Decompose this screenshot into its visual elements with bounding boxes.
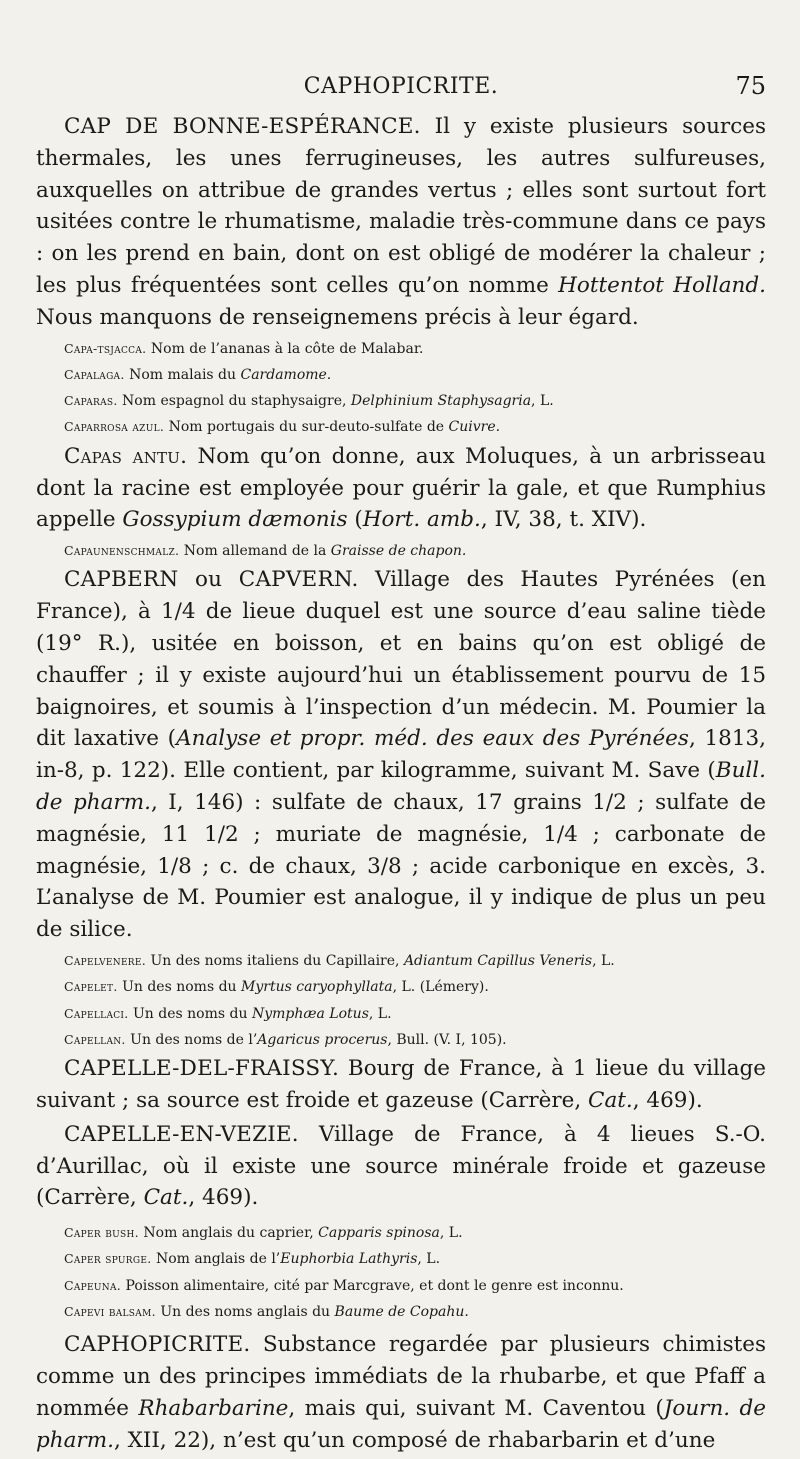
entry-headword: Capellan.	[64, 1031, 126, 1047]
entry-text: , I, 146) : sulfate de chaux, 17 grains 1/2 ; sulfate de magnésie, 11 1/2 ; muriate de magnésie, 1/4 ; carbonate de magnésie, 1/8 ; c. de chaux, 3/8 ; acide carbonique en excès, 3. L’analyse de M. Poumier est analogue, il y indique de plus un peu de silice.	[36, 790, 767, 943]
entry-headword: Capevi balsam.	[64, 1304, 156, 1320]
page-header	[36, 72, 766, 108]
entry-headword: Caper spurge.	[64, 1251, 152, 1267]
entry-text: Substance regardée par plusieurs chimistes comme un des principes immédiats de la rhubarbe, et que Pfaff a nommée	[36, 1332, 766, 1421]
entry-italic: Baume de Copahu.	[334, 1304, 469, 1321]
entry-text: , 469).	[188, 1185, 259, 1211]
entry-capbern	[36, 564, 766, 946]
entry-text: , L.	[368, 1005, 392, 1022]
entry-text: Nom de l’ananas à la côte de Malabar.	[146, 340, 424, 357]
entry-text: Un des noms italiens du Capillaire,	[146, 953, 404, 970]
entry-text: Nom portugais du sur-deuto-sulfate de	[164, 419, 449, 436]
entry-headword: Capellaci.	[64, 1005, 129, 1021]
entry-headword: CAPBERN ou CAPVERN.	[64, 567, 359, 593]
entry-headword: CAPELLE-DEL-FRAISSY.	[64, 1056, 339, 1082]
entry-text: , 469).	[632, 1088, 703, 1113]
entry-headword: Capalaga.	[64, 366, 125, 382]
entry-italic: Journ. de pharm.	[36, 1395, 766, 1453]
entry-text: , L. (Lémery).	[392, 979, 489, 996]
entry-headword: Caper bush.	[64, 1225, 139, 1241]
entry-headword: CAP DE BONNE-ESPÉRANCE.	[64, 114, 421, 139]
entry-text: , L.	[531, 393, 554, 410]
entry-headword: Capa-tsjacca.	[64, 340, 147, 356]
entry-caper-bush	[36, 1220, 766, 1246]
entry-italic: Nymphæa Lotus	[251, 1005, 369, 1022]
entry-text: Un des noms du	[117, 979, 242, 996]
entry-text: Village des Hautes Pyrénées (en France), à 1/4 de lieue duquel est une source d’eau saline tiède (19° R.), usitée en boisson, et en bains qu’on est obligé de chauffer ; il y existe aujourd’hui un établissement pourvu de 15 baignoires, et soumis à l’inspection d’un médecin. M. Poumier la dit laxative (	[36, 567, 766, 752]
entry-text: Il y existe plusieurs sources thermales, les unes ferrugineuses, les autres sulfureuses, auxquelles on attribue de grandes vertus ; elles sont surtout fort usitées contre le rhumatisme, maladie très-commune dans ce pays : on les prend en bain, dont on est obligé de modérer la chaleur ; les plus fréquentées sont celles qu’on nomme	[36, 114, 766, 298]
entry-italic: Cat.	[143, 1185, 189, 1211]
entry-text: , Bull. (V. I, 105).	[387, 1031, 507, 1048]
entry-italic: Cardamome.	[240, 366, 332, 383]
entry-caparrosa-azul	[36, 414, 766, 440]
entry-capelet	[36, 974, 766, 1000]
entry-headword: Capaunenschmalz.	[64, 543, 180, 559]
entry-text: Un des noms de l’	[125, 1031, 258, 1048]
entry-italic: Adiantum Capillus Veneris	[403, 953, 593, 970]
entry-headword: Capeuna.	[64, 1277, 122, 1293]
entry-text: , L.	[592, 953, 615, 970]
entry-text: (	[347, 507, 363, 533]
entry-italic: Capparis spinosa	[318, 1225, 440, 1242]
entry-text: , L.	[417, 1251, 441, 1268]
entry-capeuna	[36, 1273, 766, 1299]
entry-capa-tsjacca	[36, 336, 766, 362]
entry-text: Village de France, à 4 lieues S.-O. d’Aurillac, où il existe une source minérale froide et gazeuse (Carrère,	[36, 1121, 766, 1211]
entry-headword: Caparas.	[64, 393, 118, 409]
entry-capas-antu	[36, 441, 766, 536]
entry-italic: Bull. de pharm.	[36, 758, 766, 816]
entry-text: Nous manquons de renseignemens précis à leur égard.	[36, 304, 639, 330]
entry-italic: Graisse de chapon.	[330, 543, 467, 560]
entry-headword: Caparrosa azul.	[64, 419, 165, 435]
entry-text: Bourg de France, à 1 lieue du village suivant ; sa source est froide et gazeuse (Carrère,	[36, 1056, 766, 1113]
entry-italic: Cat.	[588, 1088, 633, 1113]
entry-italic: Hottentot Holland.	[558, 272, 767, 298]
page-number: 75	[735, 72, 766, 100]
entry-headword: Capelvenere.	[64, 953, 147, 969]
entry-caparas	[36, 388, 766, 414]
running-head: CAPHOPICRITE.	[303, 74, 499, 99]
entry-text: Nom espagnol du staphysaigre,	[117, 393, 351, 410]
entry-headword: Capelet.	[64, 979, 118, 995]
entry-headword: CAPHOPICRITE.	[64, 1332, 251, 1358]
entry-caper-spurge	[36, 1246, 766, 1272]
entry-text: Un des noms anglais du	[155, 1304, 335, 1321]
entry-italic: Euphorbia Lathyris	[280, 1251, 418, 1268]
entry-text: , XII, 22), n’est qu’un composé de rhabarbarin et d’une	[113, 1427, 716, 1453]
entry-italic: Hort. amb.	[362, 507, 481, 533]
entry-cap-de-bonne-esperance	[36, 111, 766, 334]
entry-text: Nom qu’on donne, aux Moluques, à un arbrisseau dont la racine est employée pour guérir la gale, et que Rumphius appelle	[36, 443, 766, 533]
entry-capalaga	[36, 362, 766, 388]
entry-capaunenschmalz	[36, 538, 766, 564]
entry-text: , IV, 38, t. XIV).	[480, 507, 647, 533]
entry-capevi-balsam	[36, 1299, 766, 1325]
entry-capellan	[36, 1027, 766, 1053]
entry-text: Nom anglais du caprier,	[138, 1225, 319, 1242]
entry-capelle-en-vezie	[36, 1119, 766, 1214]
entry-italic: Myrtus caryophyllata	[241, 979, 393, 996]
entry-headword: CAPELLE-EN-VEZIE.	[64, 1121, 299, 1147]
entry-capelvenere	[36, 948, 766, 974]
entry-italic: Rhabarbarine	[138, 1395, 289, 1421]
entry-italic: Agaricus procerus	[257, 1031, 388, 1048]
entry-text: Un des noms du	[128, 1005, 252, 1022]
entry-capelle-del-fraissy	[36, 1053, 766, 1117]
entry-headword: Capas antu.	[64, 443, 188, 469]
entry-text: , L.	[439, 1225, 463, 1242]
entry-text: Nom malais du	[124, 366, 241, 383]
entry-caphopicrite	[36, 1329, 766, 1456]
entry-italic: Analyse et propr. méd. des eaux des Pyrénées	[176, 726, 689, 752]
entry-text: Poisson alimentaire, cité par Marcgrave, et dont le genre est inconnu.	[121, 1277, 624, 1294]
entry-italic: Cuivre.	[448, 419, 501, 436]
entry-capellaci	[36, 1001, 766, 1027]
entry-text: Nom allemand de la	[179, 543, 331, 560]
entry-italic: Gossypium dæmonis	[122, 507, 348, 533]
entry-text: Nom anglais de l’	[151, 1251, 281, 1268]
entry-text: , 1813, in-8, p. 122). Elle contient, par kilogramme, suivant M. Save (	[36, 726, 767, 784]
entry-italic: Delphinium Staphysagria	[350, 393, 532, 410]
entry-text: , mais qui, suivant M. Caventou (	[288, 1395, 664, 1421]
page-body	[36, 111, 766, 1459]
